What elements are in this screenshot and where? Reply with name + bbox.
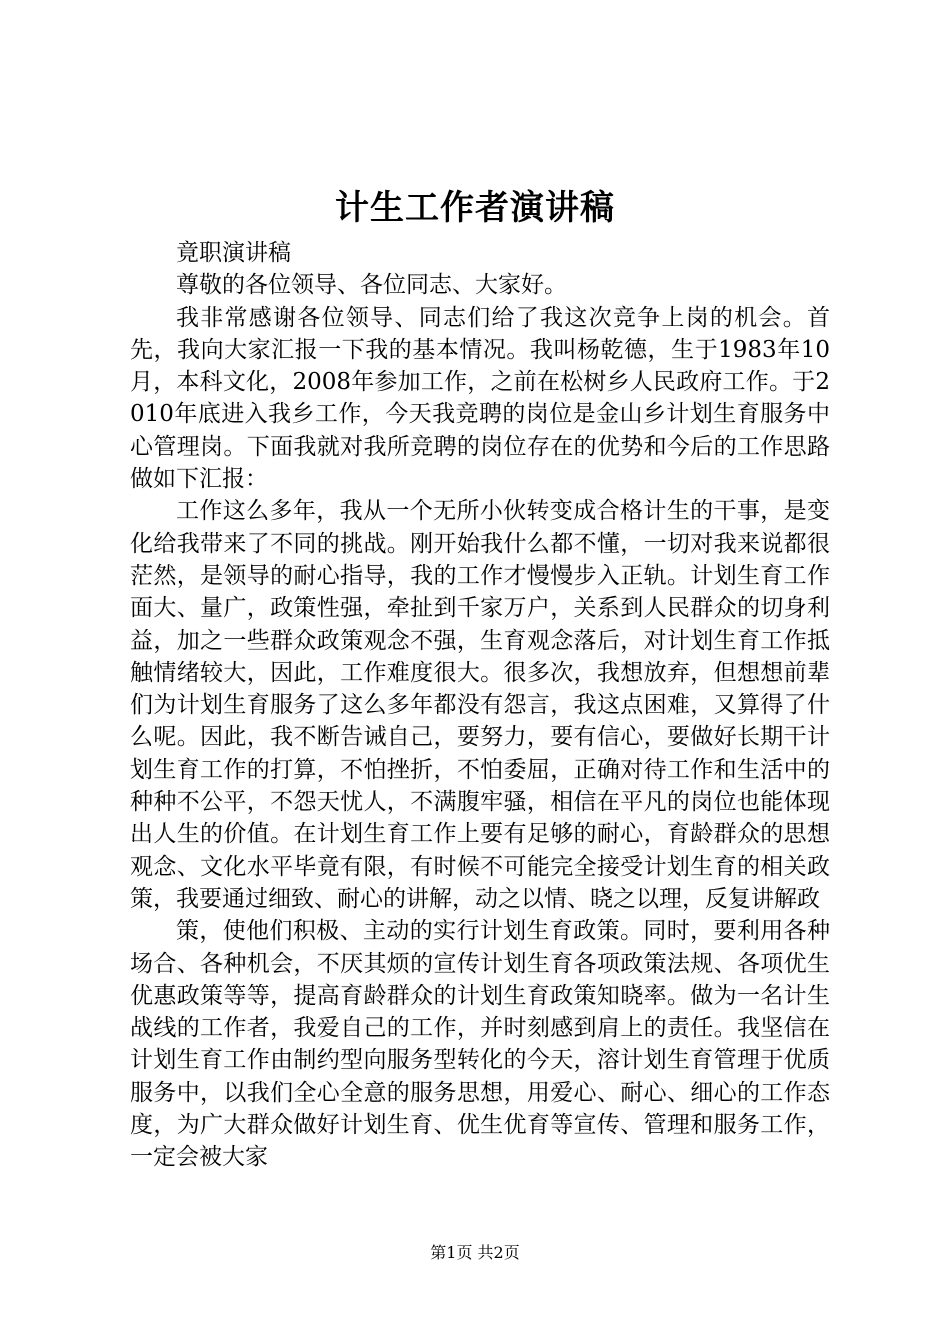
page-number-footer: 第1页 共2页 bbox=[430, 1243, 520, 1262]
document-title: 计生工作者演讲稿 bbox=[335, 188, 615, 228]
paragraph-policy-work: 策，使他们积极、主动的实行计划生育政策。同时，要利用各种场合、各种机会，不厌其烦的宣传计划生育各项政策法规、各项优生优惠政策等等，提高育龄群众的计划生育政策知晓率。做为一名计生战线的工作者，我爱自己的工作，并时刻感到肩上的责任。我坚信在计划生育工作由制约型向服务型转化的今天，溶计划生育管理于优质服务中，以我们全心全意的服务思想，用爱心、耐心、细心的工作态度，为广大群众做好计划生育、优生优育等宣传、管理和服务工作，一定会被大家 bbox=[130, 918, 830, 1171]
paragraph-heading: 竟职演讲稿 bbox=[176, 240, 291, 266]
paragraph-introduction: 我非常感谢各位领导、同志们给了我这次竞争上岗的机会。首先，我向大家汇报一下我的基本情况。我叫杨乾德，生于1983年10月，本科文化，2008年参加工作，之前在松树乡人民政府工作。于2010年底进入我乡工作，今天我竞聘的岗位是金山乡计划生育服务中心管理岗。下面我就对我所竞聘的岗位存在的优势和今后的工作思路做如下汇报： bbox=[130, 304, 830, 493]
paragraph-salutation: 尊敬的各位领导、各位同志、大家好。 bbox=[176, 272, 567, 299]
document-body bbox=[130, 237, 830, 1174]
paragraph-experience: 工作这么多年，我从一个无所小伙转变成合格计生的干事，是变化给我带来了不同的挑战。刚开始我什么都不懂，一切对我来说都很茫然，是领导的耐心指导，我的工作才慢慢步入正轨。计划生育工作面大、量广，政策性强，牵扯到千家万户，关系到人民群众的切身利益，加之一些群众政策观念不强，生育观念落后，对计划生育工作抵触情绪较大，因此，工作难度很大。很多次，我想放弃，但想想前辈们为计划生育服务了这么多年都没有怨言，我这点困难，又算得了什么呢。因此，我不断告诫自己，要努力，要有信心，要做好长期干计划生育工作的打算，不怕挫折，不怕委屈，正确对待工作和生活中的种种不公平，不怨天忧人，不满腹牢骚，相信在平凡的岗位也能体现出人生的价值。在计划生育工作上要有足够的耐心，育龄群众的思想观念、文化水平毕竟有限，有时候不可能完全接受计划生育的相关政策，我要通过细致、耐心的讲解，动之以情、晓之以理，反复讲解政 bbox=[130, 498, 830, 912]
